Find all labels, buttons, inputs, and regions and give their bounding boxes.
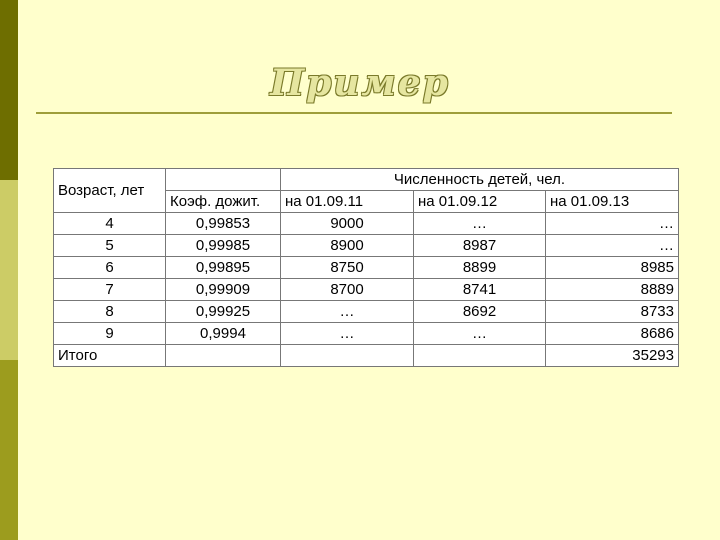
table-total-row xyxy=(54,345,679,367)
table-header-row xyxy=(54,169,679,191)
table-row xyxy=(54,257,679,279)
cell-value-2: 8987 xyxy=(414,235,546,257)
cell-age: 4 xyxy=(54,213,166,235)
cell-coef: 0,99925 xyxy=(166,301,281,323)
cell-value-3: 8686 xyxy=(546,323,679,345)
header-coef: Коэф. дожит. xyxy=(166,191,281,213)
cell-coef: 0,99985 xyxy=(166,235,281,257)
cell-value-1: 9000 xyxy=(281,213,414,235)
cell-age: 6 xyxy=(54,257,166,279)
cell-value-1: 8700 xyxy=(281,279,414,301)
table-row xyxy=(54,323,679,345)
cell-coef: 0,99909 xyxy=(166,279,281,301)
cell-value-3: … xyxy=(546,213,679,235)
cell-value-3: 8733 xyxy=(546,301,679,323)
table-row xyxy=(54,301,679,323)
cell-coef: 0,99895 xyxy=(166,257,281,279)
total-label: Итого xyxy=(54,345,166,367)
side-bar-light xyxy=(0,180,18,360)
cell-value-2: … xyxy=(414,213,546,235)
cell-value-2: … xyxy=(414,323,546,345)
side-bar-mid xyxy=(0,360,18,540)
cell-value-1: 8750 xyxy=(281,257,414,279)
header-coef-spacer xyxy=(166,169,281,191)
header-date-1: на 01.09.11 xyxy=(281,191,414,213)
header-date-2: на 01.09.12 xyxy=(414,191,546,213)
table-row xyxy=(54,213,679,235)
cell-coef: 0,9994 xyxy=(166,323,281,345)
cell-value-1: … xyxy=(281,301,414,323)
cell-age: 8 xyxy=(54,301,166,323)
total-value: 35293 xyxy=(546,345,679,367)
total-empty-2 xyxy=(414,345,546,367)
header-age: Возраст, лет xyxy=(54,169,166,213)
table-row xyxy=(54,279,679,301)
cell-value-3: 8985 xyxy=(546,257,679,279)
data-table xyxy=(53,168,679,367)
cell-value-2: 8741 xyxy=(414,279,546,301)
cell-value-3: … xyxy=(546,235,679,257)
cell-value-3: 8889 xyxy=(546,279,679,301)
title-divider xyxy=(36,112,672,114)
cell-coef: 0,99853 xyxy=(166,213,281,235)
table-row xyxy=(54,235,679,257)
slide-title: Пример xyxy=(270,62,450,104)
cell-value-2: 8692 xyxy=(414,301,546,323)
cell-value-1: … xyxy=(281,323,414,345)
total-empty-1 xyxy=(281,345,414,367)
total-empty-coef xyxy=(166,345,281,367)
cell-age: 5 xyxy=(54,235,166,257)
cell-value-1: 8900 xyxy=(281,235,414,257)
cell-value-2: 8899 xyxy=(414,257,546,279)
cell-age: 9 xyxy=(54,323,166,345)
header-date-3: на 01.09.13 xyxy=(546,191,679,213)
header-children-count: Численность детей, чел. xyxy=(281,169,679,191)
cell-age: 7 xyxy=(54,279,166,301)
